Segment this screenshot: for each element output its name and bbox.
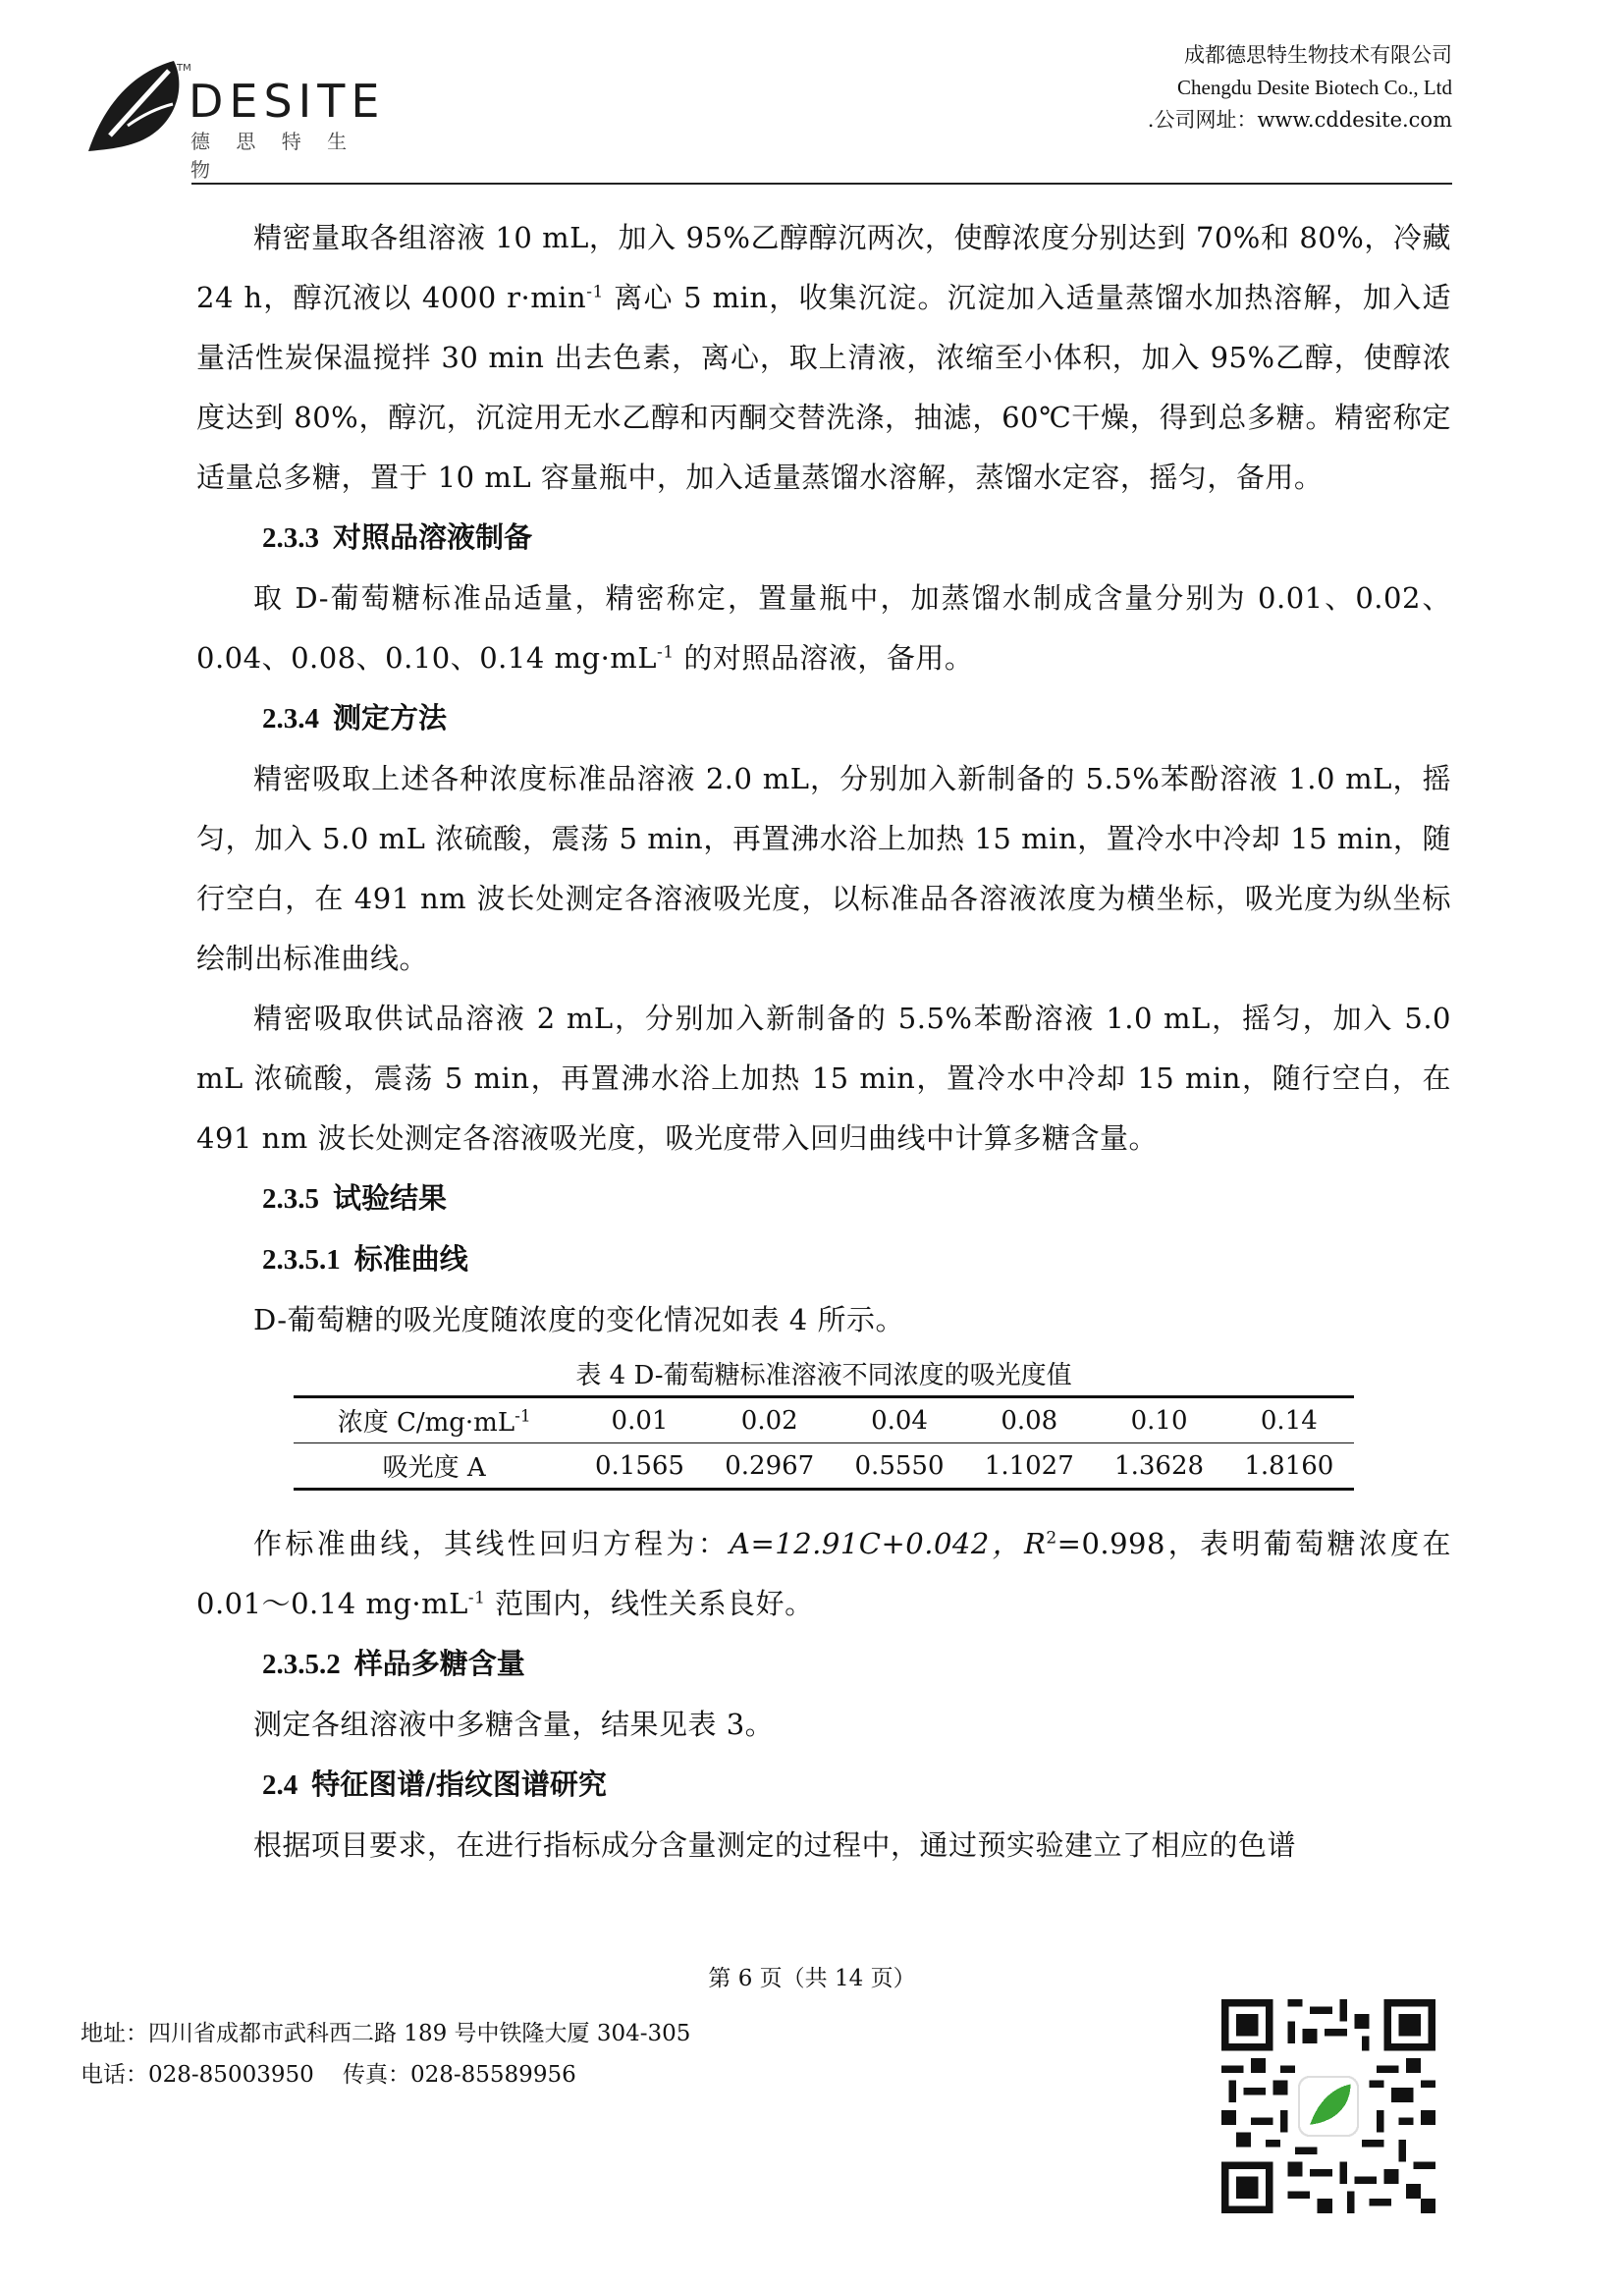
document-body: [196, 208, 1451, 1876]
table-cell: 1.8160: [1244, 1450, 1334, 1481]
table-caption: 表 4 D-葡萄糖标准溶液不同浓度的吸光度值: [575, 1361, 1072, 1390]
heading-2-3-5-1: 2.3.5.1 标准曲线: [262, 1242, 468, 1276]
footer-address: 地址：四川省成都市武科西二路 189 号中铁隆大厦 304-305: [81, 2021, 691, 2046]
company-info: [1148, 39, 1452, 136]
table-cell: 0.04: [871, 1405, 928, 1436]
paragraph-method-standard: 精密吸取上述各种浓度标准品溶液 2.0 mL，分别加入新制备的 5.5%苯酚溶液 1.0 mL，摇匀，加入 5.0 mL 浓硫酸，震荡 5 min，再置沸水浴上加热 15 min，置冷水中冷却 15 min，随行空白，在 491 nm 波长处测定各溶液吸光度，以标准品各溶液浓度为横坐标，吸光度为纵坐标绘制出标准曲线。: [196, 762, 1451, 975]
header-divider: [191, 183, 1452, 185]
heading-2-3-5-2: 2.3.5.2 样品多糖含量: [262, 1647, 525, 1680]
absorbance-table: [294, 1395, 1354, 1491]
company-name-cn: 成都德思特生物技术有限公司: [1184, 43, 1452, 67]
heading-2-3-5: 2.3.5 试验结果: [262, 1181, 448, 1215]
table-cell: 0.02: [740, 1405, 798, 1436]
table-row: [294, 1397, 1354, 1443]
company-name-en: Chengdu Desite Biotech Co., Ltd: [1177, 76, 1452, 99]
logo-chinese-name: 德 思 特 生 物: [190, 130, 357, 182]
table-cell: 1.1027: [984, 1450, 1074, 1481]
row-label-absorbance: 吸光度 A: [382, 1453, 486, 1483]
table-cell: 0.01: [611, 1405, 669, 1436]
paragraph-regression: 作标准曲线，其线性回归方程为：A=12.91C+0.042，$R^2=0.998$，表明葡萄糖浓度在 0.01～0.14 $mg\cdot mL^{-1}$ 范围内，线性关系良好。: [196, 1527, 1451, 1620]
heading-2-3-4: 2.3.4 测定方法: [262, 701, 448, 734]
paragraph-table-intro: D-葡萄糖的吸光度随浓度的变化情况如表 4 所示。: [253, 1303, 904, 1336]
paragraph-method-sample: 精密吸取供试品溶液 2 mL，分别加入新制备的 5.5%苯酚溶液 1.0 mL，摇匀，加入 5.0 mL 浓硫酸，震荡 5 min，再置沸水浴上加热 15 min，置冷水中冷却 15 min，随行空白，在 491 nm 波长处测定各溶液吸光度，吸光度带入回归曲线中计算多糖含量。: [196, 1002, 1451, 1155]
table-cell: 0.14: [1260, 1405, 1318, 1436]
trademark-mark: TM: [177, 63, 191, 74]
company-website: .公司网址：www.cddesite.com: [1147, 108, 1452, 132]
table-row: [294, 1443, 1354, 1490]
page-number: 第 6 页（共 14 页）: [708, 1966, 916, 1991]
paragraph-extraction: 精密量取各组溶液 10 mL，加入 95%乙醇醇沉两次，使醇浓度分别达到 70%和 80%，冷藏 24 h，醇沉液以 4000 $r\cdot\min^{-1}$ 离心 5 min，收集沉淀。沉淀加入适量蒸馏水加热溶解，加入适量活性炭保温搅拌 30 min 出去色素，离心，取上清液，浓缩至小体积，加入 95%乙醇，使醇浓度达到 80%，醇沉，沉淀用无水乙醇和丙酮交替洗涤，抽滤，60℃干燥，得到总多糖。精密称定适量总多糖，置于 10 mL 容量瓶中，加入适量蒸馏水溶解，蒸馏水定容，摇匀，备用。: [196, 221, 1451, 494]
table-cell: 1.3628: [1114, 1450, 1205, 1481]
logo-wordmark: DESITE: [189, 75, 386, 128]
heading-2-4: 2.4 特征图谱/指纹图谱研究: [262, 1768, 607, 1801]
heading-2-3-3: 2.3.3 对照品溶液制备: [262, 520, 533, 554]
paragraph-sample-content: 测定各组溶液中多糖含量，结果见表 3。: [253, 1708, 775, 1741]
qr-code-icon: [1221, 1999, 1435, 2213]
paragraph-reference-solution: 取 D-葡萄糖标准品适量，精密称定，置量瓶中，加蒸馏水制成含量分别为 0.01、0.02、0.04、0.08、0.10、0.14 $mg\cdot mL^{-1}$ 的对照品溶液，备用。: [196, 581, 1451, 675]
footer-phone-fax: 电话：028-85003950 传真：028-85589956: [81, 2062, 576, 2088]
footer-contact: [81, 2013, 690, 2095]
table-cell: 0.08: [1001, 1405, 1058, 1436]
table-cell: 0.10: [1130, 1405, 1188, 1436]
table-cell: 0.1565: [594, 1450, 684, 1481]
company-logo: [81, 57, 395, 182]
table-cell: 0.5550: [854, 1450, 945, 1481]
paragraph-fingerprint: 根据项目要求，在进行指标成分含量测定的过程中，通过预实验建立了相应的色谱: [253, 1828, 1297, 1862]
row-label-concentration: 浓度 $C/mg\cdot mL^{-1}$: [337, 1406, 531, 1438]
table-cell: 0.2967: [725, 1450, 815, 1481]
